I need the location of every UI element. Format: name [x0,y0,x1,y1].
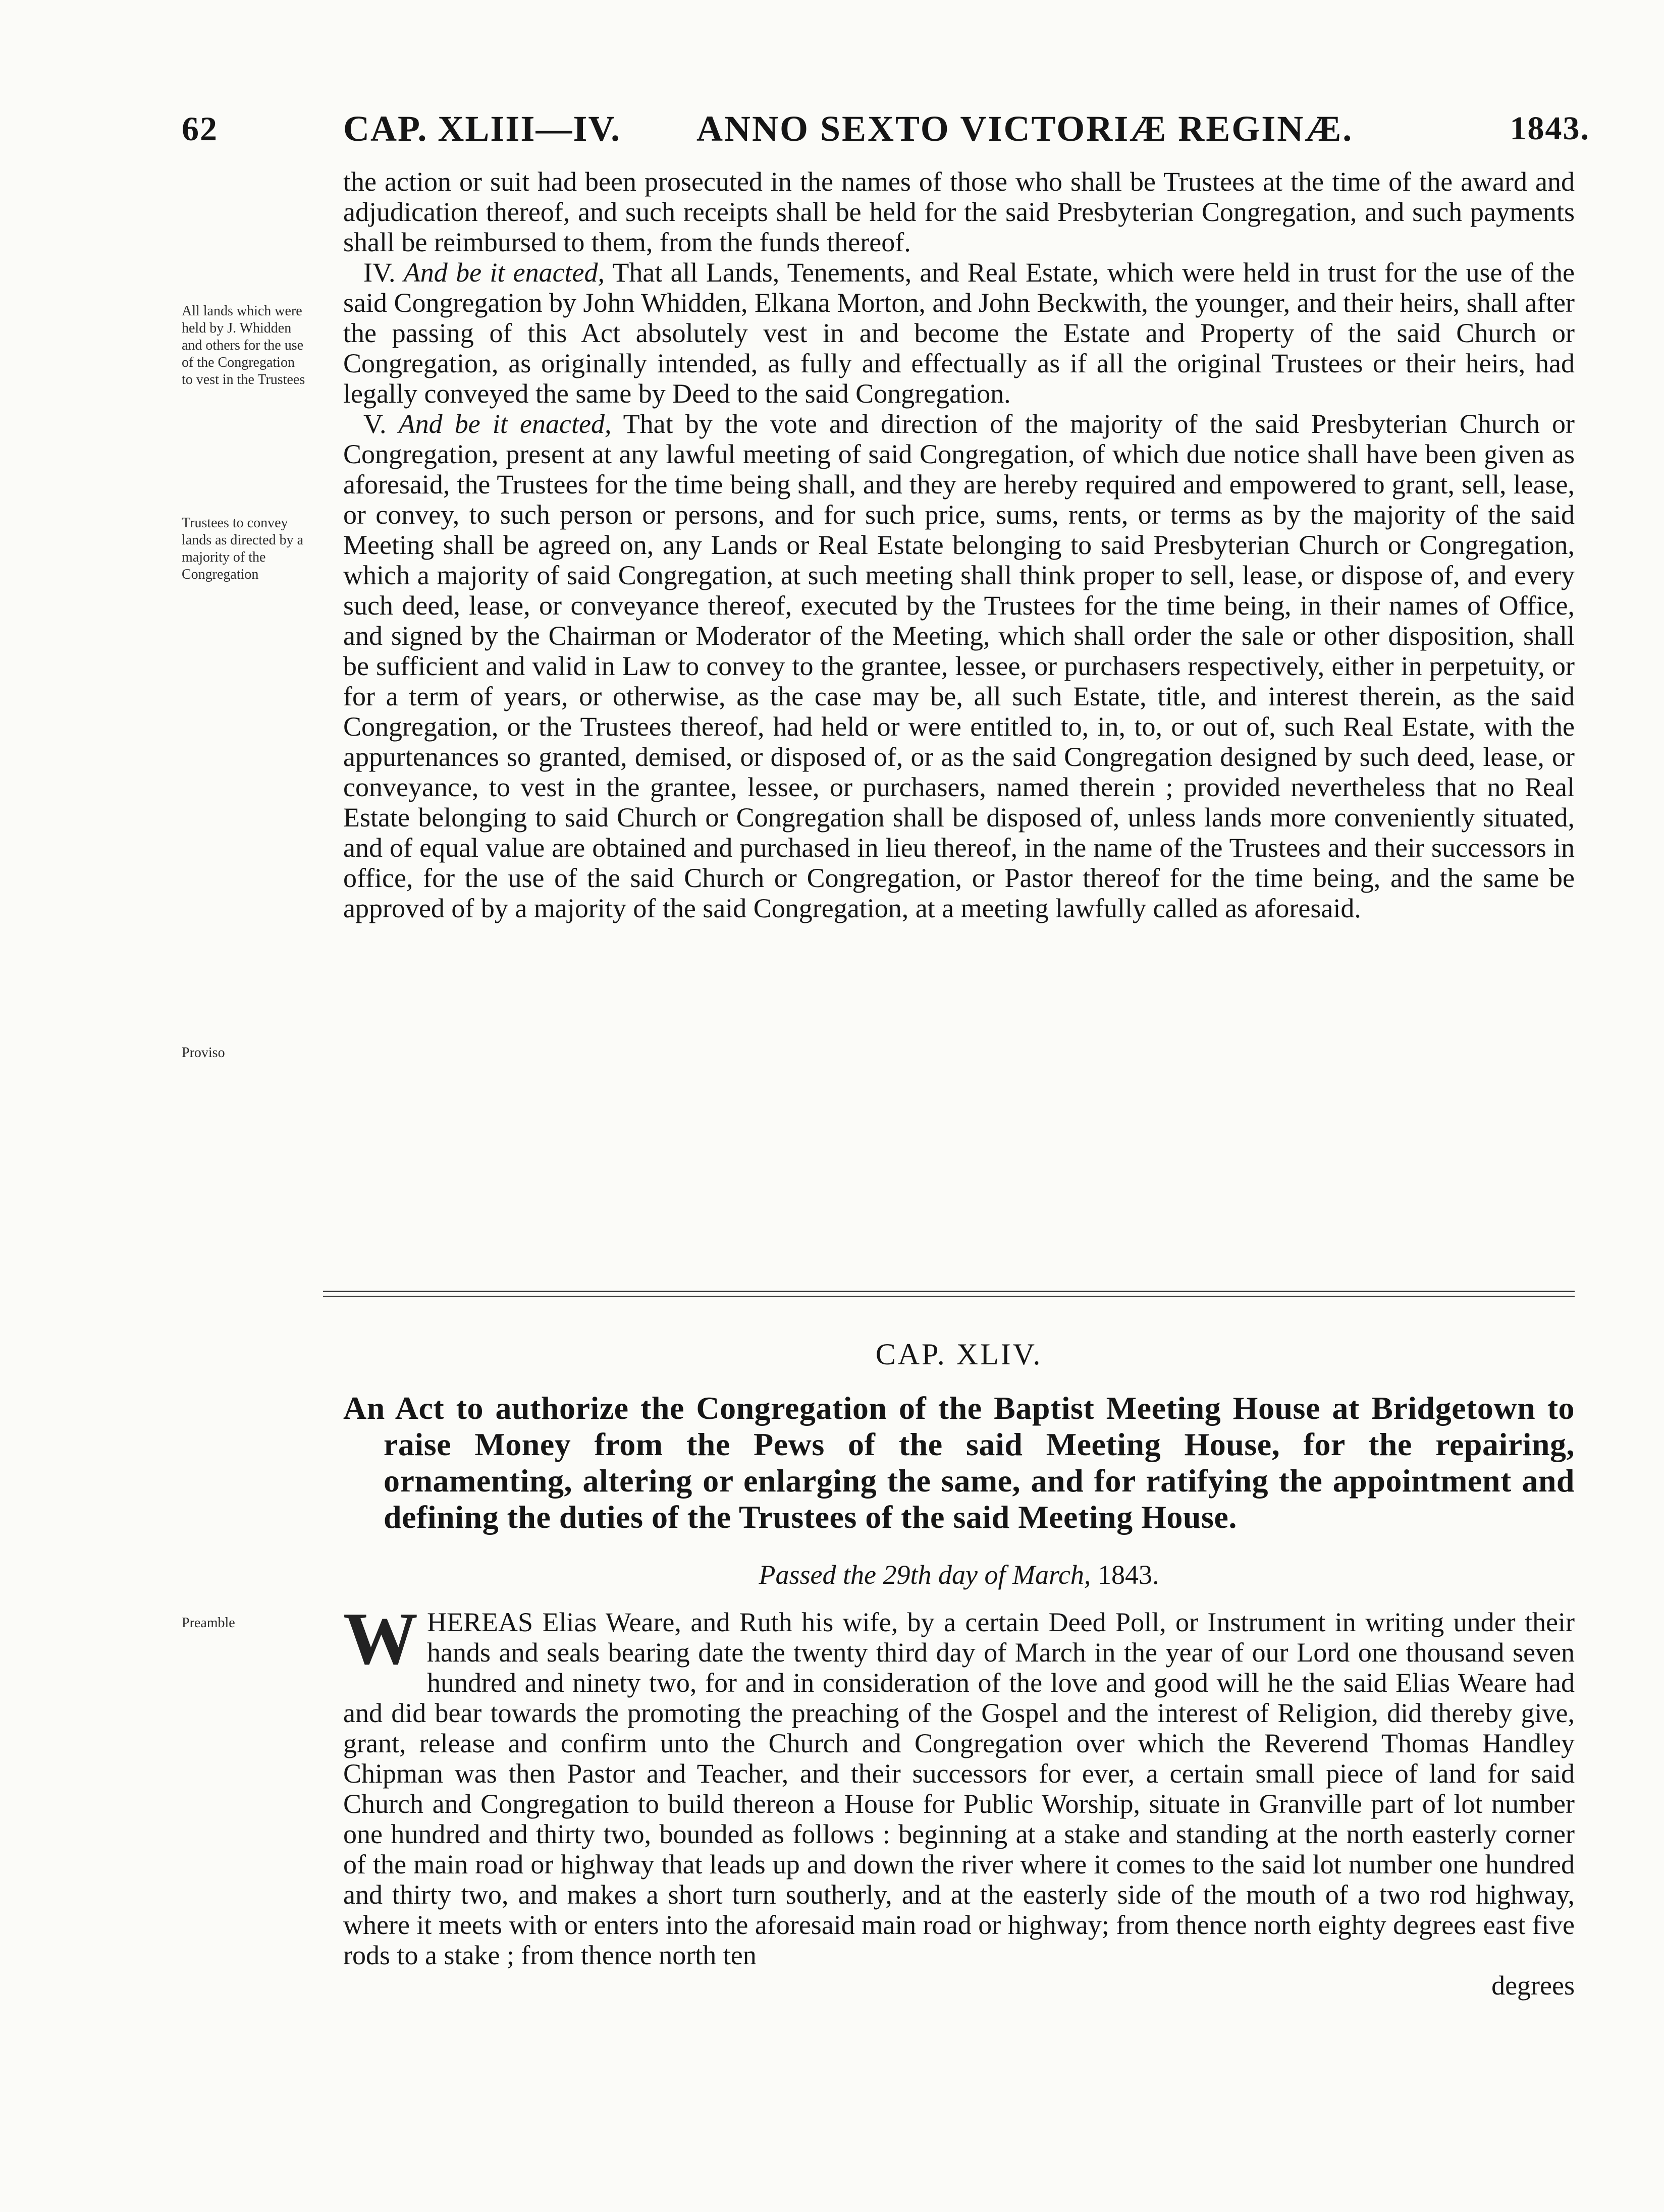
margin-note-proviso: Proviso [182,1045,225,1061]
chapter-heading: CAP. XLIII—IV. [343,108,621,149]
act-title [343,1390,1575,1535]
section-iv-number: IV. [363,257,396,288]
section-v-text: That by the vote and direction of the majority of the said Presbyterian Church or Congregation, present at any lawful meeting of said Congregation, of which due notice shall have been given as aforesaid, the Trustees for the time being shall, and they are hereby required and empowered to grant, sell, lease, or convey, to such person or persons, and for such price, sums, rents, or terms as by the majority of the said Meeting shall be agreed on, any Lands or Real Estate belonging to said Presbyterian Church or Congregation, which a majority of said Congregation, at such meeting shall think proper to sell, lease, or dispose of, and every such deed, lease, or conveyance thereof, executed by the Trustees for the time being, in their names of Office, and signed by the Chairman or Moderator of the Meeting, which shall order the sale or other disposition, shall be sufficient and valid in Law to convey to the grantee, lessee, or purchasers respectively, either in perpetuity, or for a term of years, or otherwise, as the case may be, all such Estate, title, and interest therein, as the said Congregation, or the Trustees thereof, had held or were entitled to, in, to, or out of, such Real Estate, with the appurtenances so granted, demised, or disposed of, or as the said Congregation designed by such deed, lease, or conveyance, to vest in the grantee, lessee, or purchasers, named therein ; provided nevertheless that no Real Estate belonging to said Church or Congregation shall be disposed of, unless lands more conveniently situated, and of equal value are obtained and purchased in lieu thereof, in the name of the Trustees and their successors in office, for the use of the said Church or Congregation, or Pastor thereof for the time being, and the same be approved of by a majority of the said Congregation, at a meeting lawfully called as aforesaid. [343,409,1575,923]
passed-day: 29th day of March, [883,1560,1091,1590]
margin-note-trustees: Trustees to convey lands as directed by a majority of the Congregation [182,515,304,582]
passed-year: 1843. [1097,1560,1159,1590]
catchword: degrees [1491,1970,1575,2001]
section-divider [323,1291,1575,1297]
section-iv [343,257,1575,409]
running-header [182,101,1590,156]
section-v-enact: And be it enacted, [398,409,612,439]
drop-cap: W [343,1597,418,1680]
body-sections [343,167,1575,923]
section-v-number: V. [363,409,387,439]
margin-note-lands: All lands which were held by J. Whidden and others for the use of the Congregation to vest in the Trustees [182,303,305,388]
preamble-text [343,1597,1575,2001]
passed-date [343,1559,1575,1590]
section-iv-text: That all Lands, Tenements, and Real Estate, which were held in trust for the use of the said Congregation by John Whidden, Elkana Morton, and John Beckwith, the younger, and their heirs, shall after the passing of this Act absolutely vest in and become the Estate and Property of the said Church or Congregation, as originally intended, as fully and effectually as if all the original Trustees or their heirs, had legally conveyed the same by Deed to the said Congregation. [343,257,1575,409]
page-number: 62 [182,109,218,148]
regnal-title: ANNO SEXTO VICTORIÆ REGINÆ. [696,108,1354,149]
margin-note-preamble: Preamble [182,1615,235,1631]
section-continued: the action or suit had been prosecuted in the names of those who shall be Trustees at the time of the award and adjudication thereof, and such receipts shall be held for the said Presbyterian Congregation, and such payments shall be reimbursed to them, from the funds thereof. [343,167,1575,257]
act-title-text: An Act to authorize the Congregation of the Baptist Meeting House at Bridgetown to raise Money from the Pews of the said Meeting House, for the repairing, ornamenting, altering or enlarging the same, and for ratifying the appointment and defining the duties of the Trustees of the said Meeting House. [343,1390,1575,1535]
passed-prefix: Passed the [759,1560,876,1590]
section-iv-enact: And be it enacted, [403,257,605,288]
chapter-number: CAP. XLIV. [875,1338,1043,1371]
header-year: 1843. [1510,110,1590,147]
section-v [343,409,1575,923]
preamble-body: HEREAS Elias Weare, and Ruth his wife, by a certain Deed Poll, or Instrument in writing under their hands and seals bearing date the twenty third day of March in the year of our Lord one thousand seven hundred and ninety two, for and in consideration of the love and good will he the said Elias Weare had and did bear towards the promoting the preaching of the Gospel and the interest of Religion, did thereby give, grant, release and confirm unto the Church and Congregation over which the Reverend Thomas Handley Chipman was then Pastor and Teacher, and their successors for ever, a certain small piece of land for said Church and Congregation to build thereon a House for Public Worship, situate in Granville part of lot number one hundred and thirty two, bounded as follows : beginning at a stake and standing at the north easterly corner of the main road or highway that leads up and down the river where it comes to the said lot number one hundred and thirty two, and makes a short turn southerly, and at the easterly side of the mouth of a two rod highway, where it meets with or enters into the aforesaid main road or highway; from thence north eighty degrees east five rods to a stake ; from thence north ten [343,1607,1575,1970]
